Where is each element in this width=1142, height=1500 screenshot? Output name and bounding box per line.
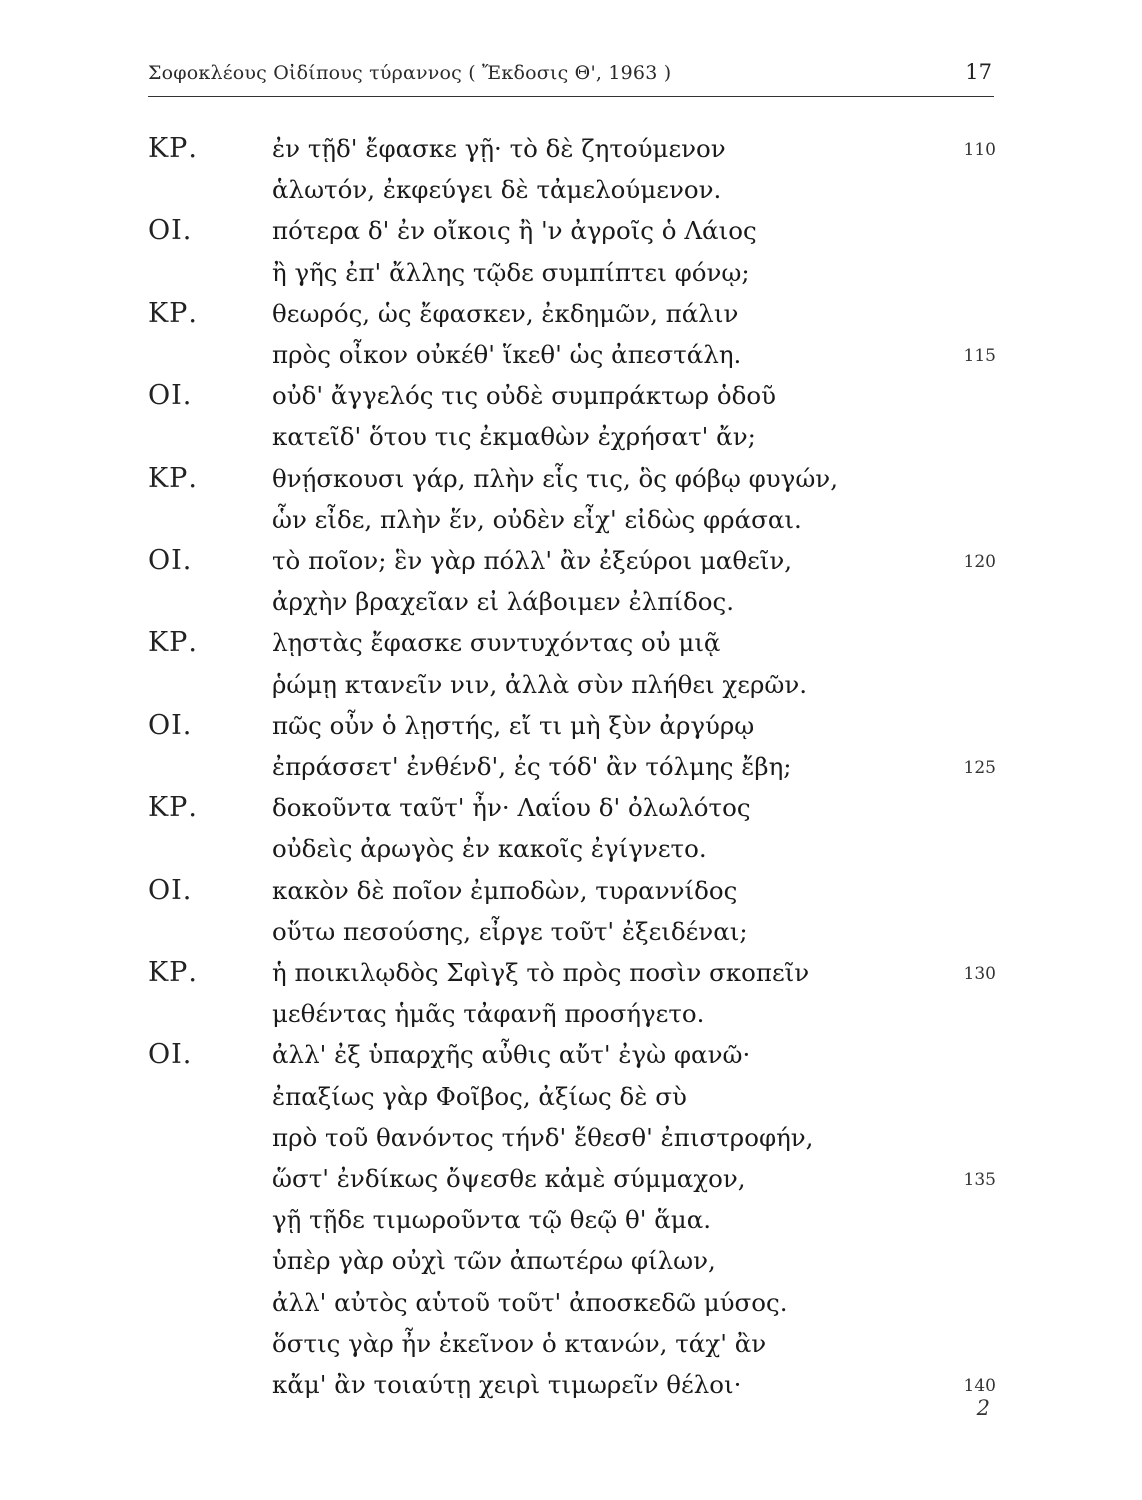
page-number: 17 [965, 60, 992, 84]
verse-text: οὐδεὶς ἀρωγὸς ἐν κακοῖς ἐγίγνετο. [272, 834, 707, 864]
verse-text: οὕτω πεσούσης, εἶργε τοῦτ' ἐξειδέναι; [272, 916, 748, 946]
line-number: 125 [963, 758, 996, 778]
verse-text: ῥώμῃ κτανεῖν νιν, ἀλλὰ σὺν πλήθει χερῶν. [272, 669, 808, 699]
speaker-label: ΟΙ. [148, 380, 193, 412]
page-header [148, 58, 994, 97]
verse-text: ἐπαξίως γὰρ Φοῖβος, ἀξίως δὲ σὺ [272, 1081, 687, 1111]
verse-line [0, 169, 1142, 210]
speaker-label: ΚΡ. [148, 627, 198, 659]
verse-text: πρὸ τοῦ θανόντος τήνδ' ἔθεσθ' ἐπιστροφήν, [272, 1122, 814, 1152]
verse-line [0, 1199, 1142, 1240]
verse-text: οὐδ' ἄγγελός τις οὐδὲ συμπράκτωρ ὁδοῦ [272, 381, 776, 411]
line-number: 115 [963, 346, 996, 366]
verse-text: ἡ ποικιλῳδὸς Σφὶγξ τὸ πρὸς ποσὶν σκοπεῖν [272, 958, 810, 987]
speaker-label: ΟΙ. [148, 215, 193, 247]
verse-text: ὧν εἶδε, πλὴν ἕν, οὐδὲν εἶχ' εἰδὼς φράσαι. [272, 504, 802, 534]
verse-line [0, 458, 1142, 499]
verse-line [0, 334, 1142, 375]
verse-text: θνῄσκουσι γάρ, πλὴν εἷς τις, ὃς φόβῳ φυγών, [272, 463, 838, 493]
verse-line [0, 1158, 1142, 1199]
verse-text: πότερα δ' ἐν οἴκοις ἢ 'ν ἀγροῖς ὁ Λάιος [272, 216, 757, 246]
verse-text: ἀλλ' ἐξ ὑπαρχῆς αὖθις αὔτ' ἐγὼ φανῶ· [272, 1040, 751, 1070]
speaker-label: ΟΙ. [148, 545, 193, 576]
line-number: 120 [963, 552, 996, 572]
verse-line [0, 952, 1142, 993]
speaker-label: ΚΡ. [148, 792, 198, 824]
speaker-label: ΟΙ. [148, 709, 193, 741]
speaker-label: ΚΡ. [148, 297, 198, 329]
verse-text: ὥστ' ἐνδίκως ὄψεσθε κἀμὲ σύμμαχον, [272, 1164, 746, 1193]
verse-text: τὸ ποῖον; ἓν γὰρ πόλλ' ἂν ἐξεύροι μαθεῖν, [272, 546, 793, 575]
verse-line [0, 1117, 1142, 1158]
verse-line [0, 1034, 1142, 1075]
verse-text: κατεῖδ' ὅτου τις ἐκμαθὼν ἐχρήσατ' ἄν; [272, 422, 756, 452]
verse-line [0, 870, 1142, 911]
verse-text: ὑπὲρ γὰρ οὐχὶ τῶν ἀπωτέρω φίλων, [272, 1246, 716, 1276]
verse-line [0, 581, 1142, 622]
verse-line [0, 128, 1142, 169]
verse-text: ἐπράσσετ' ἐνθένδ', ἐς τόδ' ἂν τόλμης ἔβη; [272, 752, 792, 781]
verse-text: λῃστὰς ἔφασκε συντυχόντας οὐ μιᾷ [272, 628, 721, 658]
verse-line [0, 911, 1142, 952]
verse-text: κακὸν δὲ ποῖον ἐμποδὼν, τυραννίδος [272, 875, 738, 905]
speaker-label: ΟΙ. [148, 1039, 193, 1071]
line-number: 135 [963, 1170, 996, 1190]
verse-line [0, 293, 1142, 334]
verse-line [0, 252, 1142, 293]
speaker-label: ΚΡ. [148, 957, 198, 988]
verse-line [0, 622, 1142, 663]
verse-line [0, 1282, 1142, 1323]
line-number: 130 [963, 964, 996, 984]
verse-text: κἄμ' ἂν τοιαύτῃ χειρὶ τιμωρεῖν θέλοι· [272, 1370, 742, 1399]
verse-line [0, 705, 1142, 746]
verse-text: πρὸς οἶκον οὐκέθ' ἵκεθ' ὡς ἀπεστάλη. [272, 340, 742, 369]
verse-line [0, 375, 1142, 416]
verse-line [0, 746, 1142, 787]
verse-text: ἀρχὴν βραχεῖαν εἰ λάβοιμεν ἐλπίδος. [272, 587, 735, 617]
verse-line [0, 1240, 1142, 1281]
speaker-label: ΟΙ. [148, 874, 193, 906]
line-number: 110 [963, 140, 996, 160]
running-title: Σοφοκλέους Οἰδίπους τύραννος ( Ἔκδοσις Θ', 1963 ) [148, 62, 672, 84]
verse-text: ἀλλ' αὐτὸς αὑτοῦ τοῦτ' ἀποσκεδῶ μύσος. [272, 1287, 788, 1317]
verse-line [0, 540, 1142, 581]
verse-line [0, 1323, 1142, 1364]
verse-line [0, 499, 1142, 540]
verse-line [0, 993, 1142, 1034]
verse-text: ὅστις γὰρ ἦν ἐκεῖνον ὁ κτανών, τάχ' ἂν [272, 1328, 767, 1358]
verse-line [0, 1076, 1142, 1117]
verse-line [0, 210, 1142, 251]
verse-text: πῶς οὖν ὁ λῃστής, εἴ τι μὴ ξὺν ἀργύρῳ [272, 710, 755, 740]
line-number: 140 [963, 1376, 996, 1396]
verse-line [0, 787, 1142, 828]
verse-line [0, 1364, 1142, 1405]
verse-text: ἢ γῆς ἐπ' ἄλλης τῷδε συμπίπτει φόνῳ; [272, 257, 750, 287]
verse-text: ἁλωτόν, ἐκφεύγει δὲ τἀμελούμενον. [272, 175, 722, 205]
verse-text: μεθέντας ἡμᾶς τἀφανῆ προσήγετο. [272, 999, 705, 1029]
signature-mark: 2 [976, 1396, 990, 1420]
speaker-label: ΚΡ. [148, 133, 198, 164]
speaker-label: ΚΡ. [148, 462, 198, 494]
verse-text: θεωρός, ὡς ἔφασκεν, ἐκδημῶν, πάλιν [272, 298, 739, 328]
verse-line [0, 416, 1142, 457]
verse-line [0, 828, 1142, 869]
verse-line [0, 664, 1142, 705]
verse-text: γῇ τῇδε τιμωροῦντα τῷ θεῷ θ' ἅμα. [272, 1205, 712, 1235]
verse-text: ἐν τῇδ' ἔφασκε γῇ· τὸ δὲ ζητούμενον [272, 134, 726, 163]
verse-text: δοκοῦντα ταῦτ' ἦν· Λαΐου δ' ὀλωλότος [272, 793, 751, 823]
